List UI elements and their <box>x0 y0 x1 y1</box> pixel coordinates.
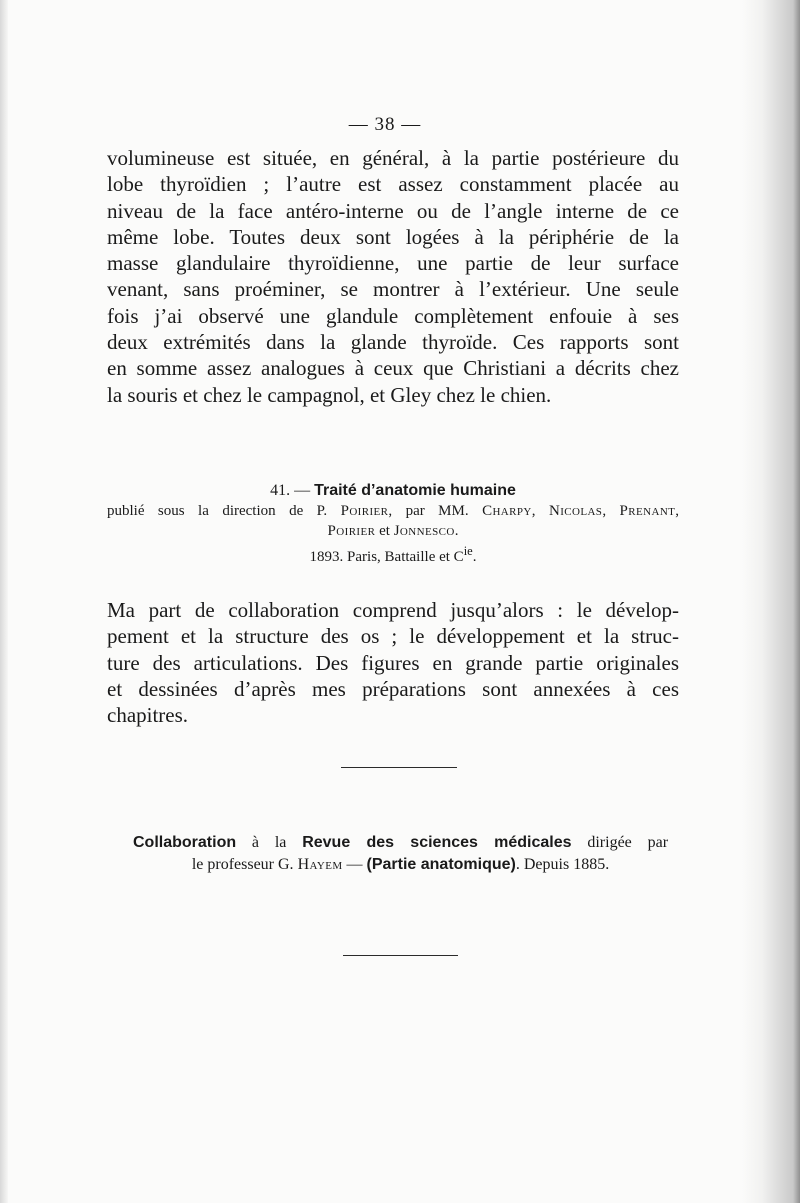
collaboration-entry <box>133 832 668 876</box>
author-name: Nicolas <box>548 503 603 519</box>
reference-number: 41. — <box>270 482 311 499</box>
reference-text: . <box>454 523 459 539</box>
paragraph-line: même lobe. Toutes deux sont logées à la périphérie de la <box>107 224 679 249</box>
collaboration-text: . Depuis 1885. <box>515 856 610 873</box>
paragraph-line: lobe thyroïdien ; l’autre est assez constamment placée au <box>107 172 679 197</box>
reference-text: , par MM. <box>388 503 469 519</box>
section-name: (Partie anatomique) <box>366 856 516 873</box>
paragraph-line: deux extrémités dans la glande thyroïde. Ces rapports sont <box>107 330 679 355</box>
collaboration-line-1 <box>133 832 668 854</box>
publication-superscript: ie <box>463 544 473 558</box>
paragraph-line: chapitres. <box>107 703 189 728</box>
paragraph-line: en somme assez analogues à ceux que Christiani a décrits chez <box>107 356 679 381</box>
journal-title: Revue des sciences médicales <box>302 834 572 851</box>
reference-text: et <box>379 523 390 539</box>
page-number: — 38 — <box>348 114 422 135</box>
paragraph-line: Ma part de collaboration comprend jusqu’alors : le dévelop- <box>107 598 679 622</box>
author-name: Poirier <box>327 523 376 539</box>
page-binding-shadow <box>742 0 800 1203</box>
paragraph-line: pement et la structure des os ; le développement et la struc- <box>107 624 679 649</box>
collaboration-text: le professeur G. <box>191 856 294 873</box>
reference-text: , <box>675 503 680 519</box>
collaboration-text: dirigée par <box>587 834 669 851</box>
reference-entry-41 <box>107 481 679 567</box>
author-name: Prenant <box>619 503 676 519</box>
paragraph-line: ture des articulations. Des figures en grande partie originales <box>107 650 679 675</box>
paragraph-2 <box>107 597 679 728</box>
collaboration-label: Collaboration <box>133 834 237 851</box>
reference-title-line <box>107 481 679 501</box>
publication-text: 1893. Paris, Battaille et C <box>309 549 464 565</box>
collaboration-dash: — <box>346 856 363 873</box>
paragraph-1 <box>107 145 679 408</box>
reference-text: , <box>531 503 536 519</box>
section-divider <box>343 955 458 956</box>
paragraph-line: la souris et chez le campagnol, et Gley chez le chien. <box>107 382 552 407</box>
collaboration-line-2 <box>133 854 668 876</box>
collaboration-text: à la <box>251 834 287 851</box>
paragraph-line: venant, sans proéminer, se montrer à l’extérieur. Une seule <box>107 277 679 302</box>
reference-authors-line-1 <box>107 501 679 521</box>
reference-title: Traité d’anatomie humaine <box>314 482 516 499</box>
paragraph-line: fois j’ai observé une glandule complètement enfouie à ses <box>107 303 679 328</box>
paragraph-line: masse glandulaire thyroïdienne, une partie de leur surface <box>107 251 679 276</box>
author-name: Hayem <box>297 856 343 873</box>
reference-authors-line-2 <box>107 521 679 541</box>
page-left-shadow <box>0 0 8 1203</box>
publication-text-end: . <box>472 549 477 565</box>
paragraph-line: volumineuse est située, en général, à la partie postérieure du <box>107 146 679 170</box>
paragraph-line: niveau de la face antéro-interne ou de l’angle interne de ce <box>107 198 679 223</box>
reference-text: , <box>602 503 607 519</box>
section-divider <box>341 767 457 768</box>
author-name: Poirier <box>340 503 389 519</box>
reference-publication-line <box>107 541 679 567</box>
paragraph-line: et dessinées d’après mes préparations sont annexées à ces <box>107 676 679 701</box>
reference-text: publié sous la direction de P. <box>107 503 328 519</box>
author-name: Charpy <box>482 503 532 519</box>
author-name: Jonnesco <box>393 523 455 539</box>
